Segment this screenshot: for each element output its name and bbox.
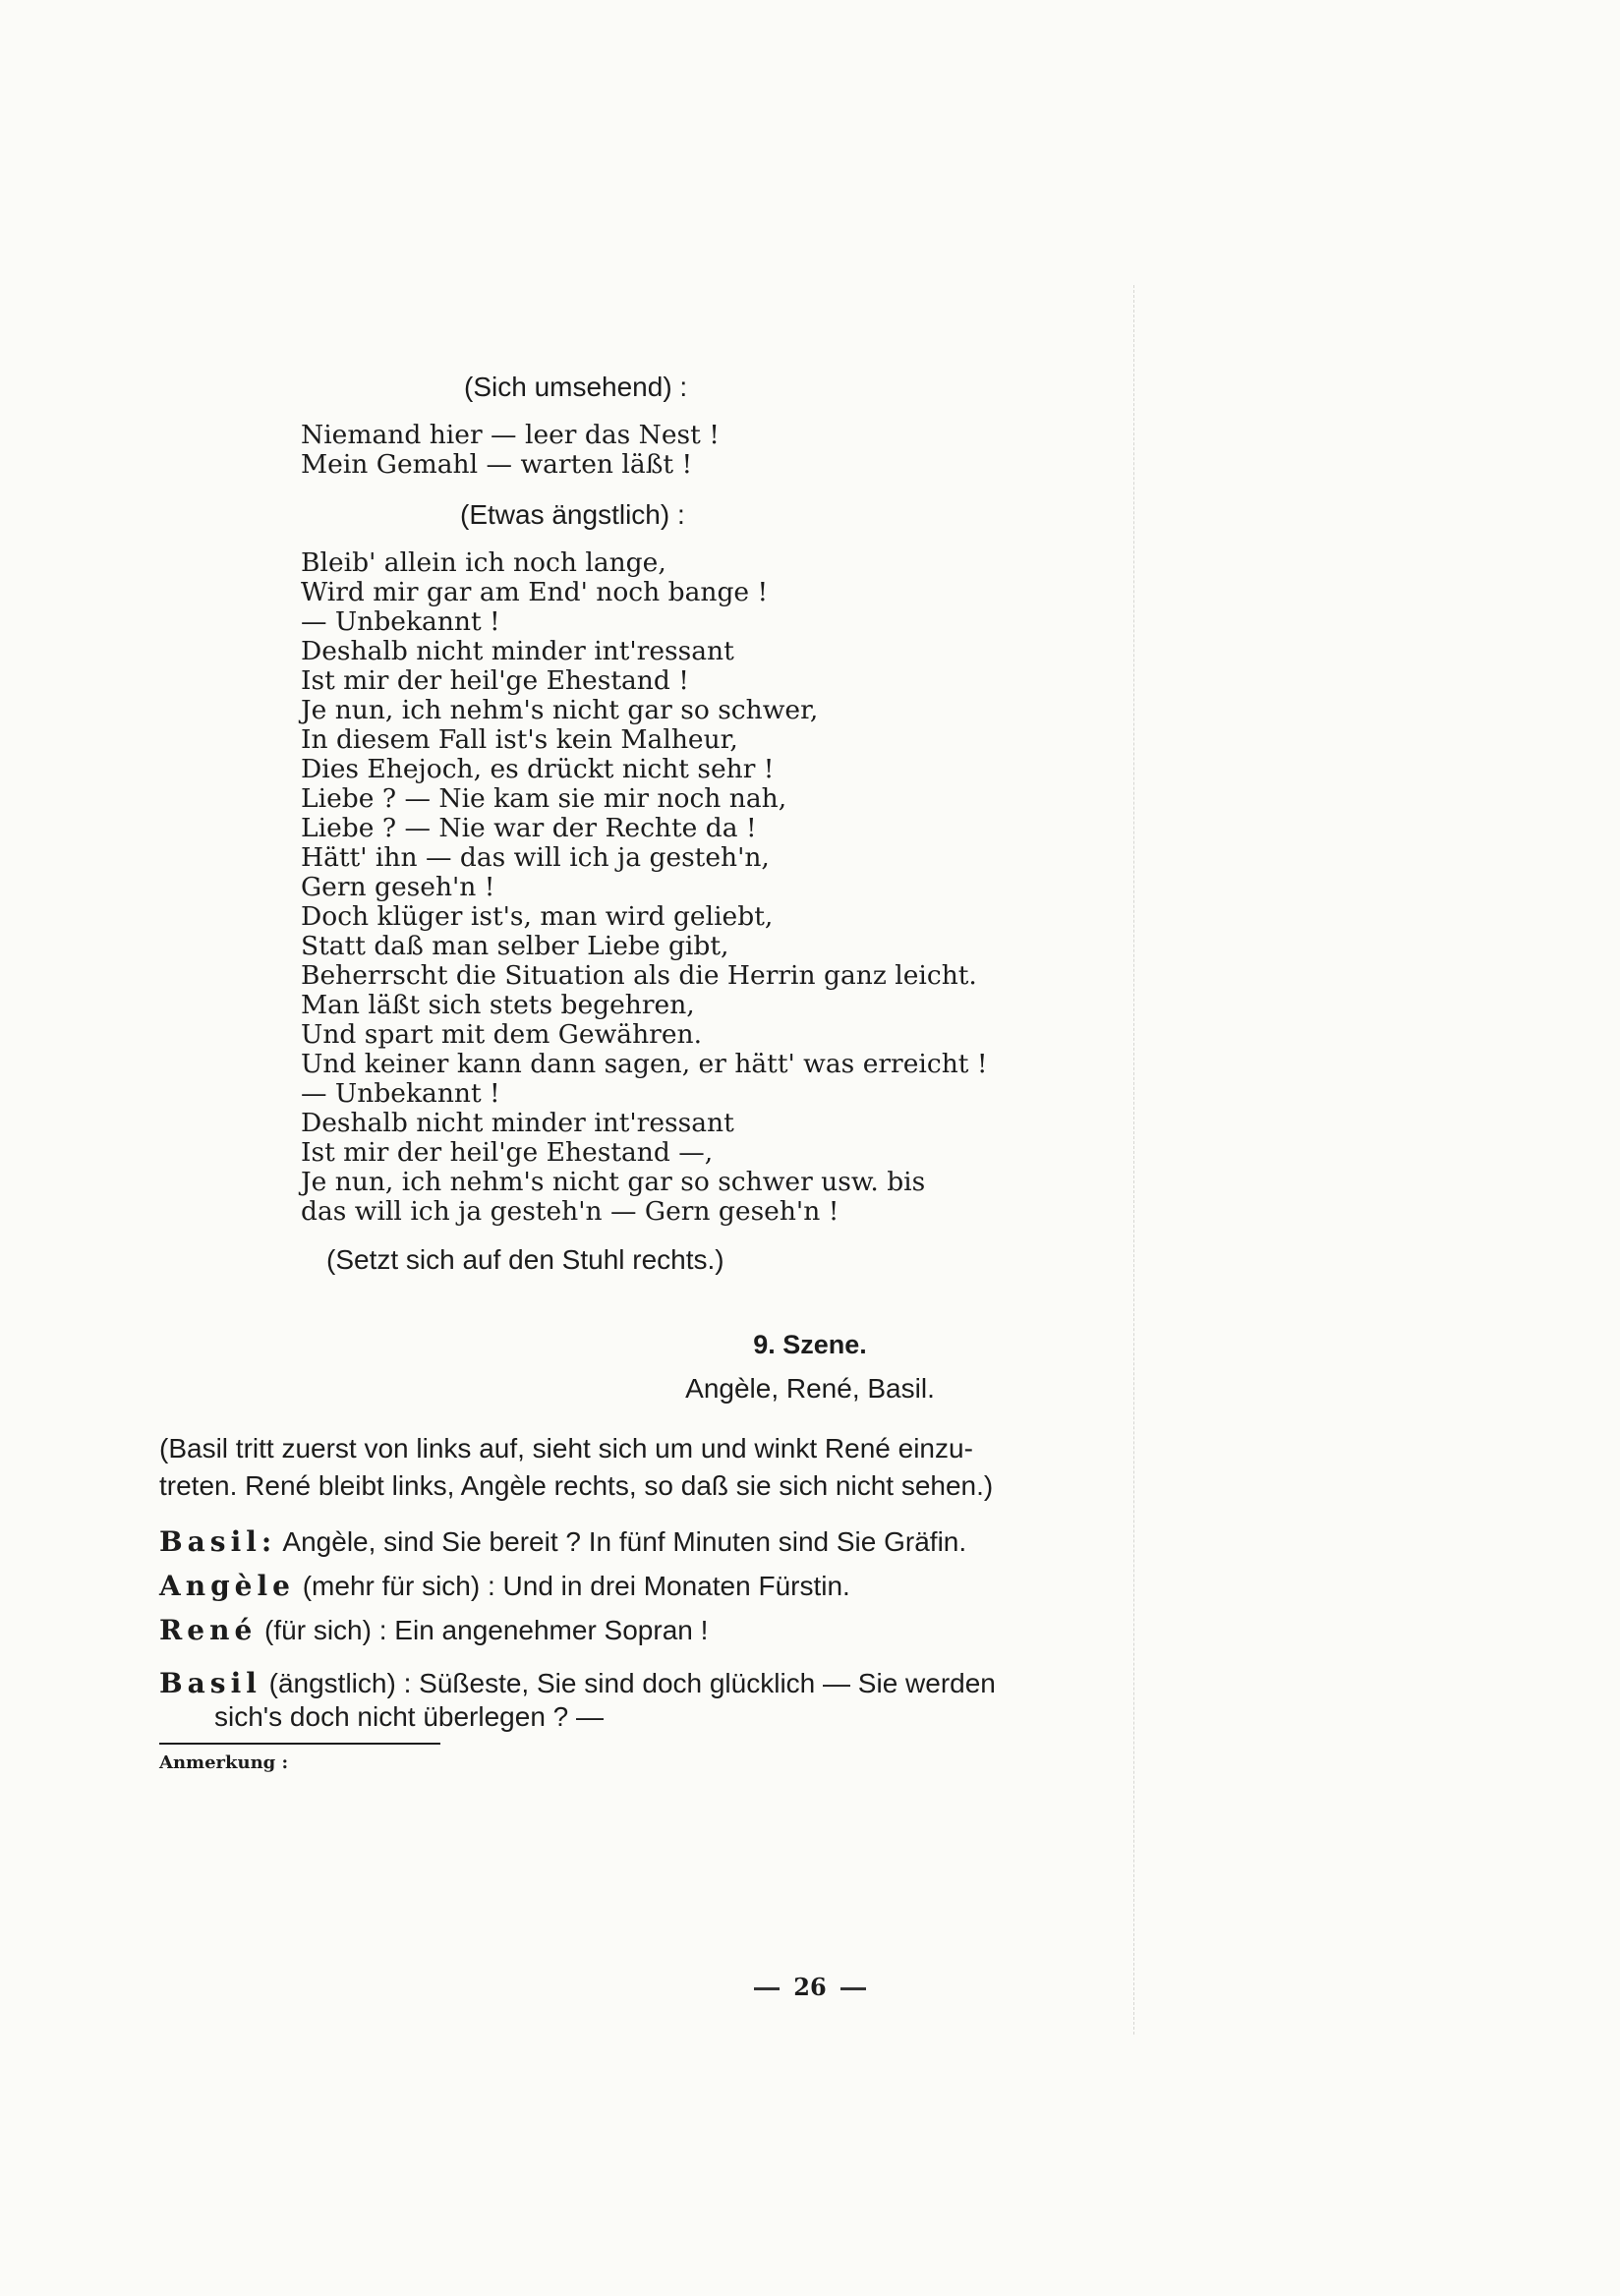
- verse-line: In diesem Fall ist's kein Malheur,: [301, 724, 738, 755]
- verse-line: Liebe ? — Nie war der Rechte da !: [301, 813, 757, 843]
- verse-block-a: [301, 421, 720, 480]
- verse-line: Gern geseh'n !: [301, 872, 495, 902]
- dialogue-line: [159, 1570, 850, 1603]
- ornament-dash: [840, 1987, 866, 1990]
- speech-text: Ein angenehmer Sopran !: [394, 1615, 709, 1645]
- speaker-name: René: [159, 1614, 258, 1646]
- verse-line: Niemand hier — leer das Nest !: [301, 420, 720, 450]
- speaker-name: Basil: [159, 1667, 261, 1699]
- intro-line: treten. René bleibt links, Angèle rechts, so daß sie sich nicht sehen.): [159, 1470, 994, 1501]
- speech-text: Süßeste, Sie sind doch glücklich — Sie werden: [419, 1668, 996, 1698]
- ornament-dash: [754, 1987, 780, 1990]
- stage-direction-sits: (Setzt sich auf den Stuhl rechts.): [326, 1244, 724, 1275]
- verse-line: Ist mir der heil'ge Ehestand !: [301, 665, 689, 696]
- dialogue-line: [159, 1614, 708, 1647]
- speech-text: Angèle, sind Sie bereit ? In fünf Minuten sind Sie Gräfin.: [282, 1526, 967, 1557]
- page-number: [0, 1974, 1620, 2001]
- verse-line: — Unbekannt !: [301, 1078, 500, 1109]
- verse-line: Liebe ? — Nie kam sie mir noch nah,: [301, 783, 787, 814]
- speech-continuation: sich's doch nicht überlegen ? —: [214, 1701, 605, 1732]
- dialogue-line: [159, 1667, 996, 1734]
- stage-direction-anxious: (Etwas ängstlich) :: [460, 499, 685, 530]
- verse-line: Wird mir gar am End' noch bange !: [301, 577, 769, 607]
- intro-line: (Basil tritt zuerst von links auf, sieht sich um und winkt René einzu-: [159, 1433, 973, 1464]
- verse-line: Deshalb nicht minder int'ressant: [301, 1108, 734, 1138]
- footnote-rule: [159, 1743, 440, 1745]
- verse-line: Statt daß man selber Liebe gibt,: [301, 931, 729, 961]
- verse-line: Dies Ehejoch, es drückt nicht sehr !: [301, 754, 775, 784]
- verse-line: Mein Gemahl — warten läßt !: [301, 449, 693, 480]
- verse-line: Doch klüger ist's, man wird geliebt,: [301, 901, 774, 932]
- verse-line: Man läßt sich stets begehren,: [301, 990, 695, 1020]
- verse-line: Ist mir der heil'ge Ehestand —,: [301, 1137, 714, 1168]
- verse-line: — Unbekannt !: [301, 606, 500, 637]
- speaker-direction: (für sich) :: [264, 1615, 387, 1645]
- verse-line: Beherrscht die Situation als die Herrin ganz leicht.: [301, 960, 977, 991]
- verse-block-b: [301, 548, 988, 1227]
- page-number-text: 26: [793, 1973, 827, 2001]
- verse-line: Bleib' allein ich noch lange,: [301, 547, 666, 578]
- speaker-direction: (ängstlich) :: [268, 1668, 412, 1698]
- scene-intro: [159, 1430, 1073, 1505]
- verse-line: Und keiner kann dann sagen, er hätt' was erreicht !: [301, 1049, 988, 1079]
- scan-edge-line: [1133, 285, 1134, 2035]
- verse-line: Hätt' ihn — das will ich ja gesteh'n,: [301, 842, 770, 873]
- scene-cast: Angèle, René, Basil.: [685, 1373, 935, 1404]
- speech-text: Und in drei Monaten Fürstin.: [502, 1571, 850, 1601]
- footnote-label: Anmerkung :: [159, 1752, 289, 1773]
- verse-line: Je nun, ich nehm's nicht gar so schwer usw. bis: [301, 1167, 926, 1197]
- verse-line: Und spart mit dem Gewähren.: [301, 1019, 703, 1050]
- stage-direction-look-around: (Sich umsehend) :: [464, 372, 688, 402]
- dialogue-line: [159, 1525, 966, 1559]
- speaker-name: Basil:: [159, 1525, 277, 1558]
- verse-line: Deshalb nicht minder int'ressant: [301, 636, 734, 666]
- verse-line: Je nun, ich nehm's nicht gar so schwer,: [301, 695, 819, 725]
- speaker-name: Angèle: [159, 1570, 295, 1602]
- verse-line: das will ich ja gesteh'n — Gern geseh'n !: [301, 1196, 839, 1227]
- speaker-direction: (mehr für sich) :: [302, 1571, 495, 1601]
- scene-heading: 9. Szene.: [753, 1330, 867, 1359]
